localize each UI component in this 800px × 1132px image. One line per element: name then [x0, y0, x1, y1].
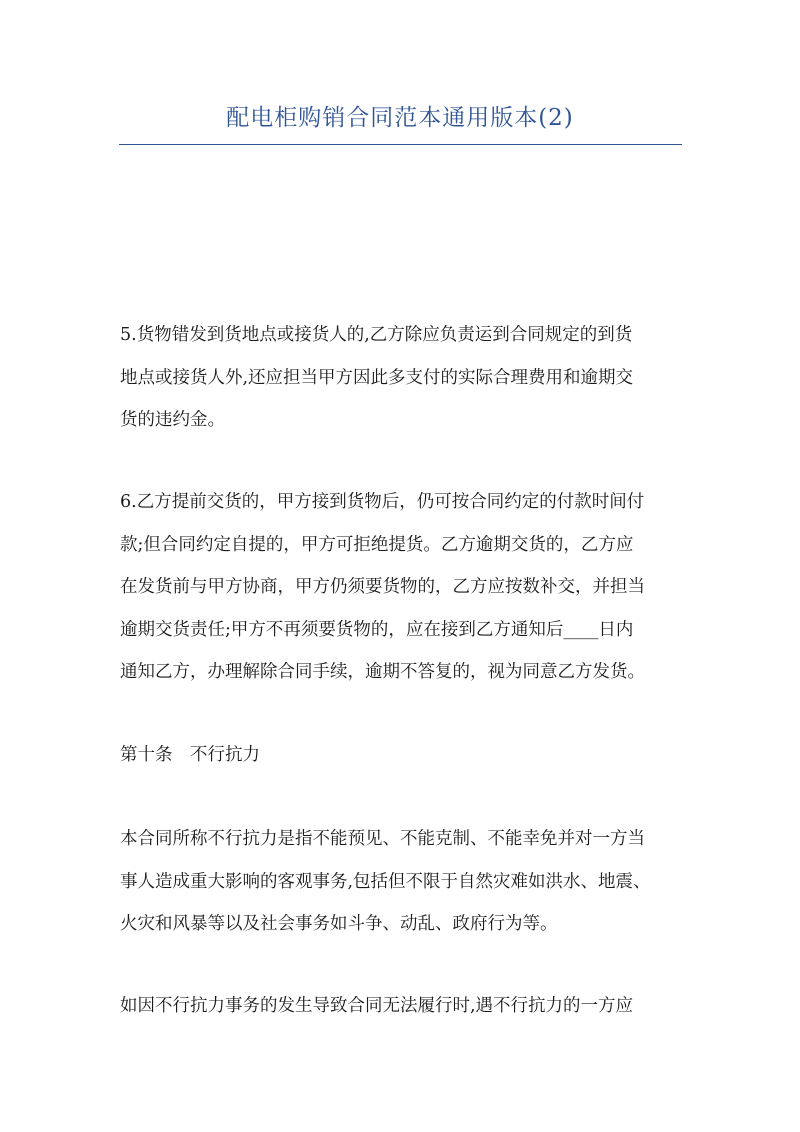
- text-line: 5.货物错发到货地点或接货人的,乙方除应负责运到合同规定的到货: [120, 325, 633, 345]
- paragraph-force-majeure-definition: [120, 818, 690, 946]
- text-line: 款;但合同约定自提的，甲方可拒绝提货。乙方逾期交货的，乙方应: [120, 534, 634, 555]
- text-line: 如因不行抗力事务的发生导致合同无法履行时,遇不行抗力的一方应: [120, 996, 634, 1016]
- text-line: 通知乙方，办理解除合同手续，逾期不答复的，视为同意乙方发货。: [120, 662, 645, 682]
- text-line: 事人造成重大影响的客观事务,包括但不限于自然灾难如洪水、地震、: [120, 871, 651, 892]
- text-line: 6.乙方提前交货的，甲方接到货物后，仍可按合同约定的付款时间付: [120, 492, 645, 512]
- paragraph-clause-6: [120, 481, 690, 694]
- text-line: 货的违约金。: [120, 410, 225, 430]
- paragraph-force-majeure-effect: [120, 985, 690, 1028]
- section-heading-article-10: [120, 734, 690, 777]
- title-underline: [119, 144, 682, 145]
- text-line: 地点或接货人外,还应担当甲方因此多支付的实际合理费用和逾期交: [120, 367, 634, 388]
- document-title: 配电柜购销合同范本通用版本(2): [226, 105, 574, 131]
- text-line: 在发货前与甲方协商，甲方仍须要货物的，乙方应按数补交，并担当: [120, 577, 645, 597]
- text-line: 第十条 不行抗力: [120, 745, 260, 765]
- paragraph-clause-5: [120, 314, 690, 442]
- text-line: 逾期交货责任;甲方不再须要货物的，应在接到乙方通知后____日内: [120, 619, 634, 640]
- text-line: 本合同所称不行抗力是指不能预见、不能克制、不能幸免并对一方当: [120, 829, 645, 849]
- text-line: 火灾和风暴等以及社会事务如斗争、动乱、政府行为等。: [120, 914, 558, 934]
